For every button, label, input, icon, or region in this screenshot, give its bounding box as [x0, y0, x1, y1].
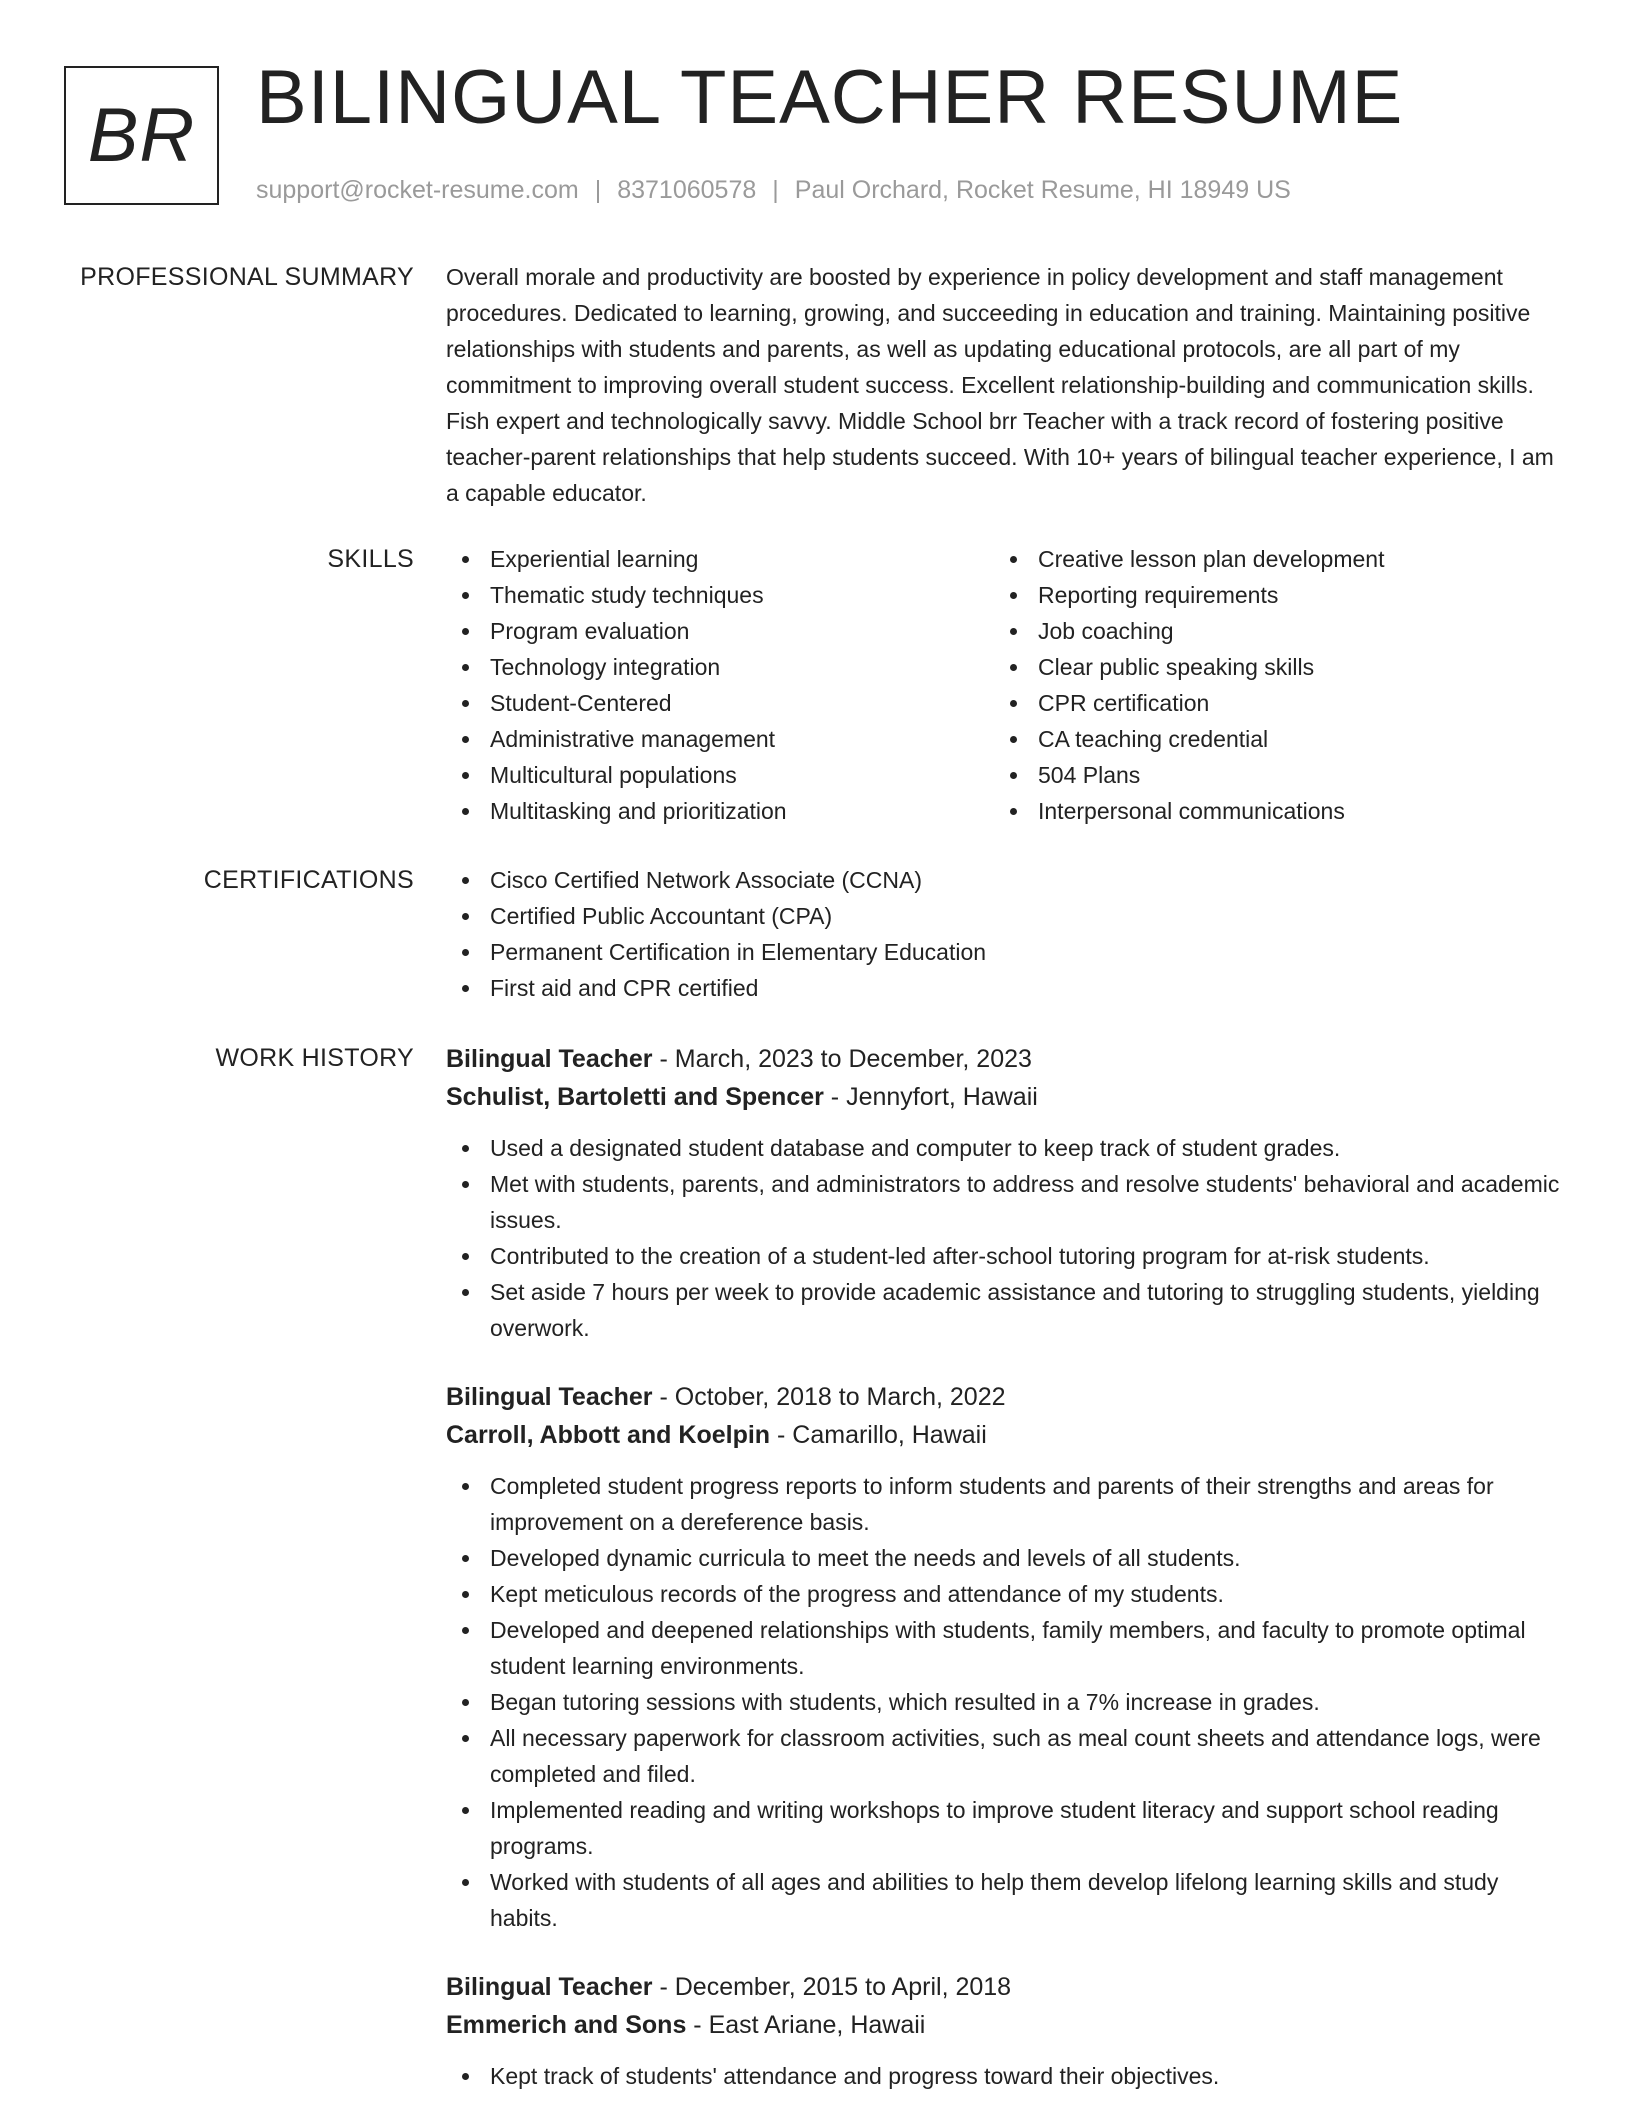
skills-body — [446, 541, 1566, 829]
job-title: Bilingual Teacher — [446, 1045, 653, 1073]
contact-separator: | — [594, 176, 602, 204]
skill-item: Program evaluation — [446, 613, 994, 649]
job-title: Bilingual Teacher — [446, 1973, 653, 2001]
section-label-skills: SKILLS — [327, 545, 414, 573]
job-location: - Camarillo, Hawaii — [770, 1421, 987, 1449]
job-company: Carroll, Abbott and Koelpin — [446, 1421, 771, 1449]
skill-item: Creative lesson plan development — [994, 541, 1542, 577]
job-dates: - December, 2015 to April, 2018 — [652, 1973, 1012, 2001]
job-duties-list — [446, 1130, 1566, 1346]
job-company: Schulist, Bartoletti and Spencer — [446, 1083, 824, 1111]
skill-item: Experiential learning — [446, 541, 994, 577]
job-dates: - March, 2023 to December, 2023 — [652, 1045, 1032, 1073]
skill-item: Technology integration — [446, 649, 994, 685]
job-location: - East Ariane, Hawaii — [686, 2011, 926, 2039]
certification-item: Cisco Certified Network Associate (CCNA) — [446, 862, 1566, 898]
job-duty-item: All necessary paperwork for classroom activities, such as meal count sheets and attendance logs, were completed and filed. — [446, 1720, 1566, 1792]
certification-item: Permanent Certification in Elementary Education — [446, 934, 1566, 970]
contact-separator: | — [772, 176, 779, 204]
section-label-certifications: CERTIFICATIONS — [203, 866, 414, 894]
job-company-line — [446, 2006, 1566, 2044]
job-duty-item: Kept meticulous records of the progress and attendance of my students. — [446, 1576, 1566, 1612]
skill-item: CPR certification — [994, 685, 1542, 721]
skills-list-right — [994, 541, 1542, 829]
page-title: BILINGUAL TEACHER RESUME — [256, 55, 1404, 140]
job-company-line — [446, 1078, 1566, 1116]
job-duty-item: Used a designated student database and computer to keep track of student grades. — [446, 1130, 1566, 1166]
certification-item: First aid and CPR certified — [446, 970, 1566, 1006]
certifications-list — [446, 862, 1566, 1006]
skill-item: Job coaching — [994, 613, 1542, 649]
skill-item: Student-Centered — [446, 685, 994, 721]
job-entry — [446, 1378, 1566, 1936]
job-company: Emmerich and Sons — [446, 2011, 687, 2039]
skill-item: 504 Plans — [994, 757, 1542, 793]
skill-item: CA teaching credential — [994, 721, 1542, 757]
skill-item: Clear public speaking skills — [994, 649, 1542, 685]
job-duty-item: Completed student progress reports to inform students and parents of their strengths and areas for improvement on a dereference basis. — [446, 1468, 1566, 1540]
contact-line — [256, 176, 1291, 205]
skill-item: Multicultural populations — [446, 757, 994, 793]
job-company-line — [446, 1416, 1566, 1454]
job-duties-list — [446, 1468, 1566, 1936]
skill-item: Reporting requirements — [994, 577, 1542, 613]
work-history-body — [446, 1040, 1566, 2126]
job-duties-list — [446, 2058, 1566, 2094]
job-entry — [446, 1968, 1566, 2094]
job-title-line — [446, 1040, 1566, 1078]
job-duty-item: Began tutoring sessions with students, which resulted in a 7% increase in grades. — [446, 1684, 1566, 1720]
certification-item: Certified Public Accountant (CPA) — [446, 898, 1566, 934]
skill-item: Interpersonal communications — [994, 793, 1542, 829]
skills-list-left — [446, 541, 994, 829]
job-duty-item: Worked with students of all ages and abilities to help them develop lifelong learning skills and study habits. — [446, 1864, 1566, 1936]
summary-text: Overall morale and productivity are boosted by experience in policy development and staff management procedures. Dedicated to learning, growing, and succeeding in education and training. Maintaining positive relationships with students and parents, as well as updating educational protocols, are all part of my commitment to improving overall student success. Excellent relationship-building and communication skills. Fish expert and technologically savvy. Middle School brr Teacher with a track record of fostering positive teacher-parent relationships that help students succeed. With 10+ years of bilingual teacher experience, I am a capable educator. — [446, 264, 1554, 506]
skill-item: Administrative management — [446, 721, 994, 757]
monogram-logo: BR — [64, 66, 219, 205]
contact-email: support@rocket-resume.com — [256, 176, 579, 204]
job-duty-item: Contributed to the creation of a student-led after-school tutoring program for at-risk students. — [446, 1238, 1566, 1274]
contact-address: Paul Orchard, Rocket Resume, HI 18949 US — [794, 176, 1291, 204]
certifications-body — [446, 862, 1566, 1006]
job-duty-item: Implemented reading and writing workshops to improve student literacy and support school reading programs. — [446, 1792, 1566, 1864]
job-duty-item: Set aside 7 hours per week to provide academic assistance and tutoring to struggling students, yielding overwork. — [446, 1274, 1566, 1346]
skill-item: Thematic study techniques — [446, 577, 994, 613]
section-label-work-history: WORK HISTORY — [215, 1044, 414, 1072]
job-duty-item: Developed and deepened relationships with students, family members, and faculty to promote optimal student learning environments. — [446, 1612, 1566, 1684]
job-title-line — [446, 1968, 1566, 2006]
job-entry — [446, 1040, 1566, 1346]
summary-body — [446, 259, 1566, 511]
contact-phone: 8371060578 — [617, 176, 757, 204]
job-duty-item: Kept track of students' attendance and progress toward their objectives. — [446, 2058, 1566, 2094]
section-label-summary: PROFESSIONAL SUMMARY — [80, 263, 414, 291]
job-title: Bilingual Teacher — [446, 1383, 653, 1411]
job-dates: - October, 2018 to March, 2022 — [652, 1383, 1006, 1411]
job-title-line — [446, 1378, 1566, 1416]
job-duty-item: Developed dynamic curricula to meet the needs and levels of all students. — [446, 1540, 1566, 1576]
skill-item: Multitasking and prioritization — [446, 793, 994, 829]
job-location: - Jennyfort, Hawaii — [823, 1083, 1038, 1111]
job-duty-item: Met with students, parents, and administrators to address and resolve students' behavioral and academic issues. — [446, 1166, 1566, 1238]
